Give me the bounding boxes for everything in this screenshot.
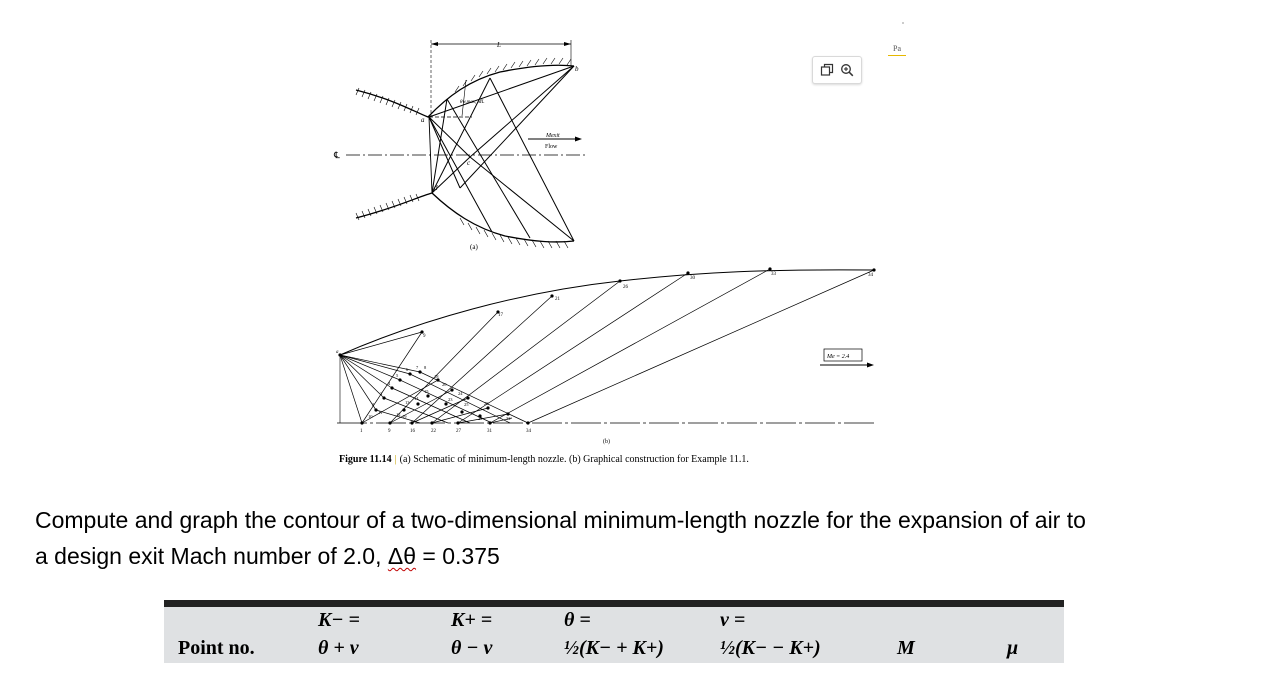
lower-nozzle-wall	[356, 193, 574, 242]
caption-separator: |	[394, 454, 397, 465]
grid-point	[450, 388, 453, 391]
table-top-rule	[164, 600, 1064, 607]
interior-point-label: 2	[372, 402, 375, 407]
interior-point-label: 18	[434, 374, 439, 379]
image-toolbar	[812, 56, 862, 84]
axis-point-22: 22	[431, 429, 436, 434]
grid-point	[460, 410, 463, 413]
figure-number: Figure 11.14	[339, 454, 392, 465]
interior-point-label: 28	[484, 401, 489, 406]
point-a-label: a	[421, 116, 425, 124]
interior-point-label: 14	[414, 396, 419, 401]
wall-point-9: 9	[423, 334, 426, 339]
axis-point-9: 9	[388, 429, 391, 434]
wall-point-26: 26	[623, 285, 628, 290]
problem-line-1: Compute and graph the contour of a two-dimensional minimum-length nozzle for the expansion of air to	[35, 507, 1086, 533]
wall-point-a: a	[336, 350, 339, 355]
corner-dot	[902, 22, 904, 24]
interior-point-label: 24	[458, 391, 463, 396]
interior-point-label: 23	[448, 397, 453, 402]
interior-point-label: 15	[424, 389, 429, 394]
grid-point	[426, 394, 429, 397]
delta-theta-symbol: Δθ	[387, 543, 417, 569]
interior-point-label: 11	[378, 410, 383, 415]
header-theta-line2: ½(K− + K+)	[564, 637, 664, 659]
grid-point	[686, 271, 689, 274]
mach-exit-label: Mexit	[546, 133, 560, 139]
header-mu: μ	[1007, 637, 1019, 659]
point-b-label: b	[575, 65, 579, 73]
problem-line-2: a design exit Mach number of 2.0, Δθ = 0.375	[35, 543, 500, 569]
wall-point-21: 21	[555, 297, 560, 302]
axis-point-31: 31	[487, 429, 492, 434]
axis-point-16: 16	[410, 429, 415, 434]
zoom-in-icon[interactable]	[840, 63, 854, 77]
header-point-no: Point no.	[178, 637, 255, 659]
wall-point-17: 17	[498, 313, 503, 318]
page-tag: Pa	[888, 43, 906, 56]
interior-point-label: 32	[506, 416, 511, 421]
header-k-plus-line2: θ − ν	[451, 637, 493, 659]
caption-text: (a) Schematic of minimum-length nozzle. (b) Graphical construction for Example 11.1.	[399, 454, 749, 465]
theta-max-label: θw,max, ML	[460, 100, 485, 105]
point-d-label: d	[434, 184, 438, 192]
flow-label: Flow	[545, 144, 558, 150]
header-nu-line1: ν =	[720, 609, 746, 631]
grid-point	[418, 370, 421, 373]
interior-point-label: 7	[416, 365, 419, 370]
point-c-label: c	[467, 159, 471, 167]
header-nu-line2: ½(K− − K+)	[720, 637, 821, 659]
grid-point	[388, 421, 391, 424]
interior-point-label: 29	[478, 416, 483, 421]
lower-wall-hatch	[356, 194, 568, 248]
grid-point	[416, 402, 419, 405]
interior-point-label: 4	[388, 381, 391, 386]
interior-point-label: 10	[368, 414, 373, 419]
grid-point	[456, 421, 459, 424]
problem-statement	[35, 502, 1235, 574]
interior-point-label: 3	[380, 391, 383, 396]
axis-point-1: 1	[360, 429, 363, 434]
wall-point-30: 30	[690, 276, 695, 281]
interior-point-label: 6	[406, 367, 409, 372]
part-a-sublabel: (a)	[470, 243, 478, 251]
interior-point-label: 25	[464, 402, 469, 407]
header-k-minus-line1: K− =	[318, 609, 360, 631]
grid-point	[410, 421, 413, 424]
grid-point	[430, 421, 433, 424]
axis-point-27: 27	[456, 429, 461, 434]
grid-point	[488, 421, 491, 424]
results-table-header	[164, 600, 1064, 663]
axis-point-34: 34	[526, 429, 531, 434]
wall-point-33: 33	[771, 272, 776, 277]
grid-point	[618, 279, 621, 282]
interior-point-label: 8	[424, 365, 427, 370]
grid-point	[466, 396, 469, 399]
grid-point	[382, 396, 385, 399]
wall-point-34: 34	[868, 273, 873, 278]
grid-point	[360, 421, 363, 424]
interior-point-label: 13	[405, 400, 410, 405]
centerline-symbol: ℄	[334, 150, 340, 160]
header-mach: M	[897, 637, 915, 659]
copy-icon[interactable]	[820, 63, 834, 77]
grid-point	[768, 267, 771, 270]
grid-point	[872, 268, 875, 271]
header-k-minus-line2: θ + ν	[318, 637, 359, 659]
interior-point-label: 5	[396, 373, 399, 378]
figure-caption	[339, 454, 749, 465]
mach-box-label: Me = 2.4	[827, 354, 850, 360]
grid-point	[408, 372, 411, 375]
header-k-plus-line1: K+ =	[451, 609, 493, 631]
interior-point-label: 12	[396, 412, 401, 417]
header-theta-line1: θ =	[564, 609, 591, 631]
grid-point	[550, 294, 553, 297]
part-b-sublabel: (b)	[603, 439, 610, 445]
interior-point-label: 19	[402, 414, 407, 419]
grid-point	[526, 421, 529, 424]
grid-point	[390, 386, 393, 389]
length-label: L	[497, 41, 501, 49]
grid-point	[338, 353, 341, 356]
interior-point-label: 20	[442, 382, 447, 387]
grid-point	[398, 378, 401, 381]
grid-point	[402, 408, 405, 411]
nozzle-wall-contour	[340, 270, 874, 355]
grid-point	[444, 402, 447, 405]
grid-point	[486, 406, 489, 409]
